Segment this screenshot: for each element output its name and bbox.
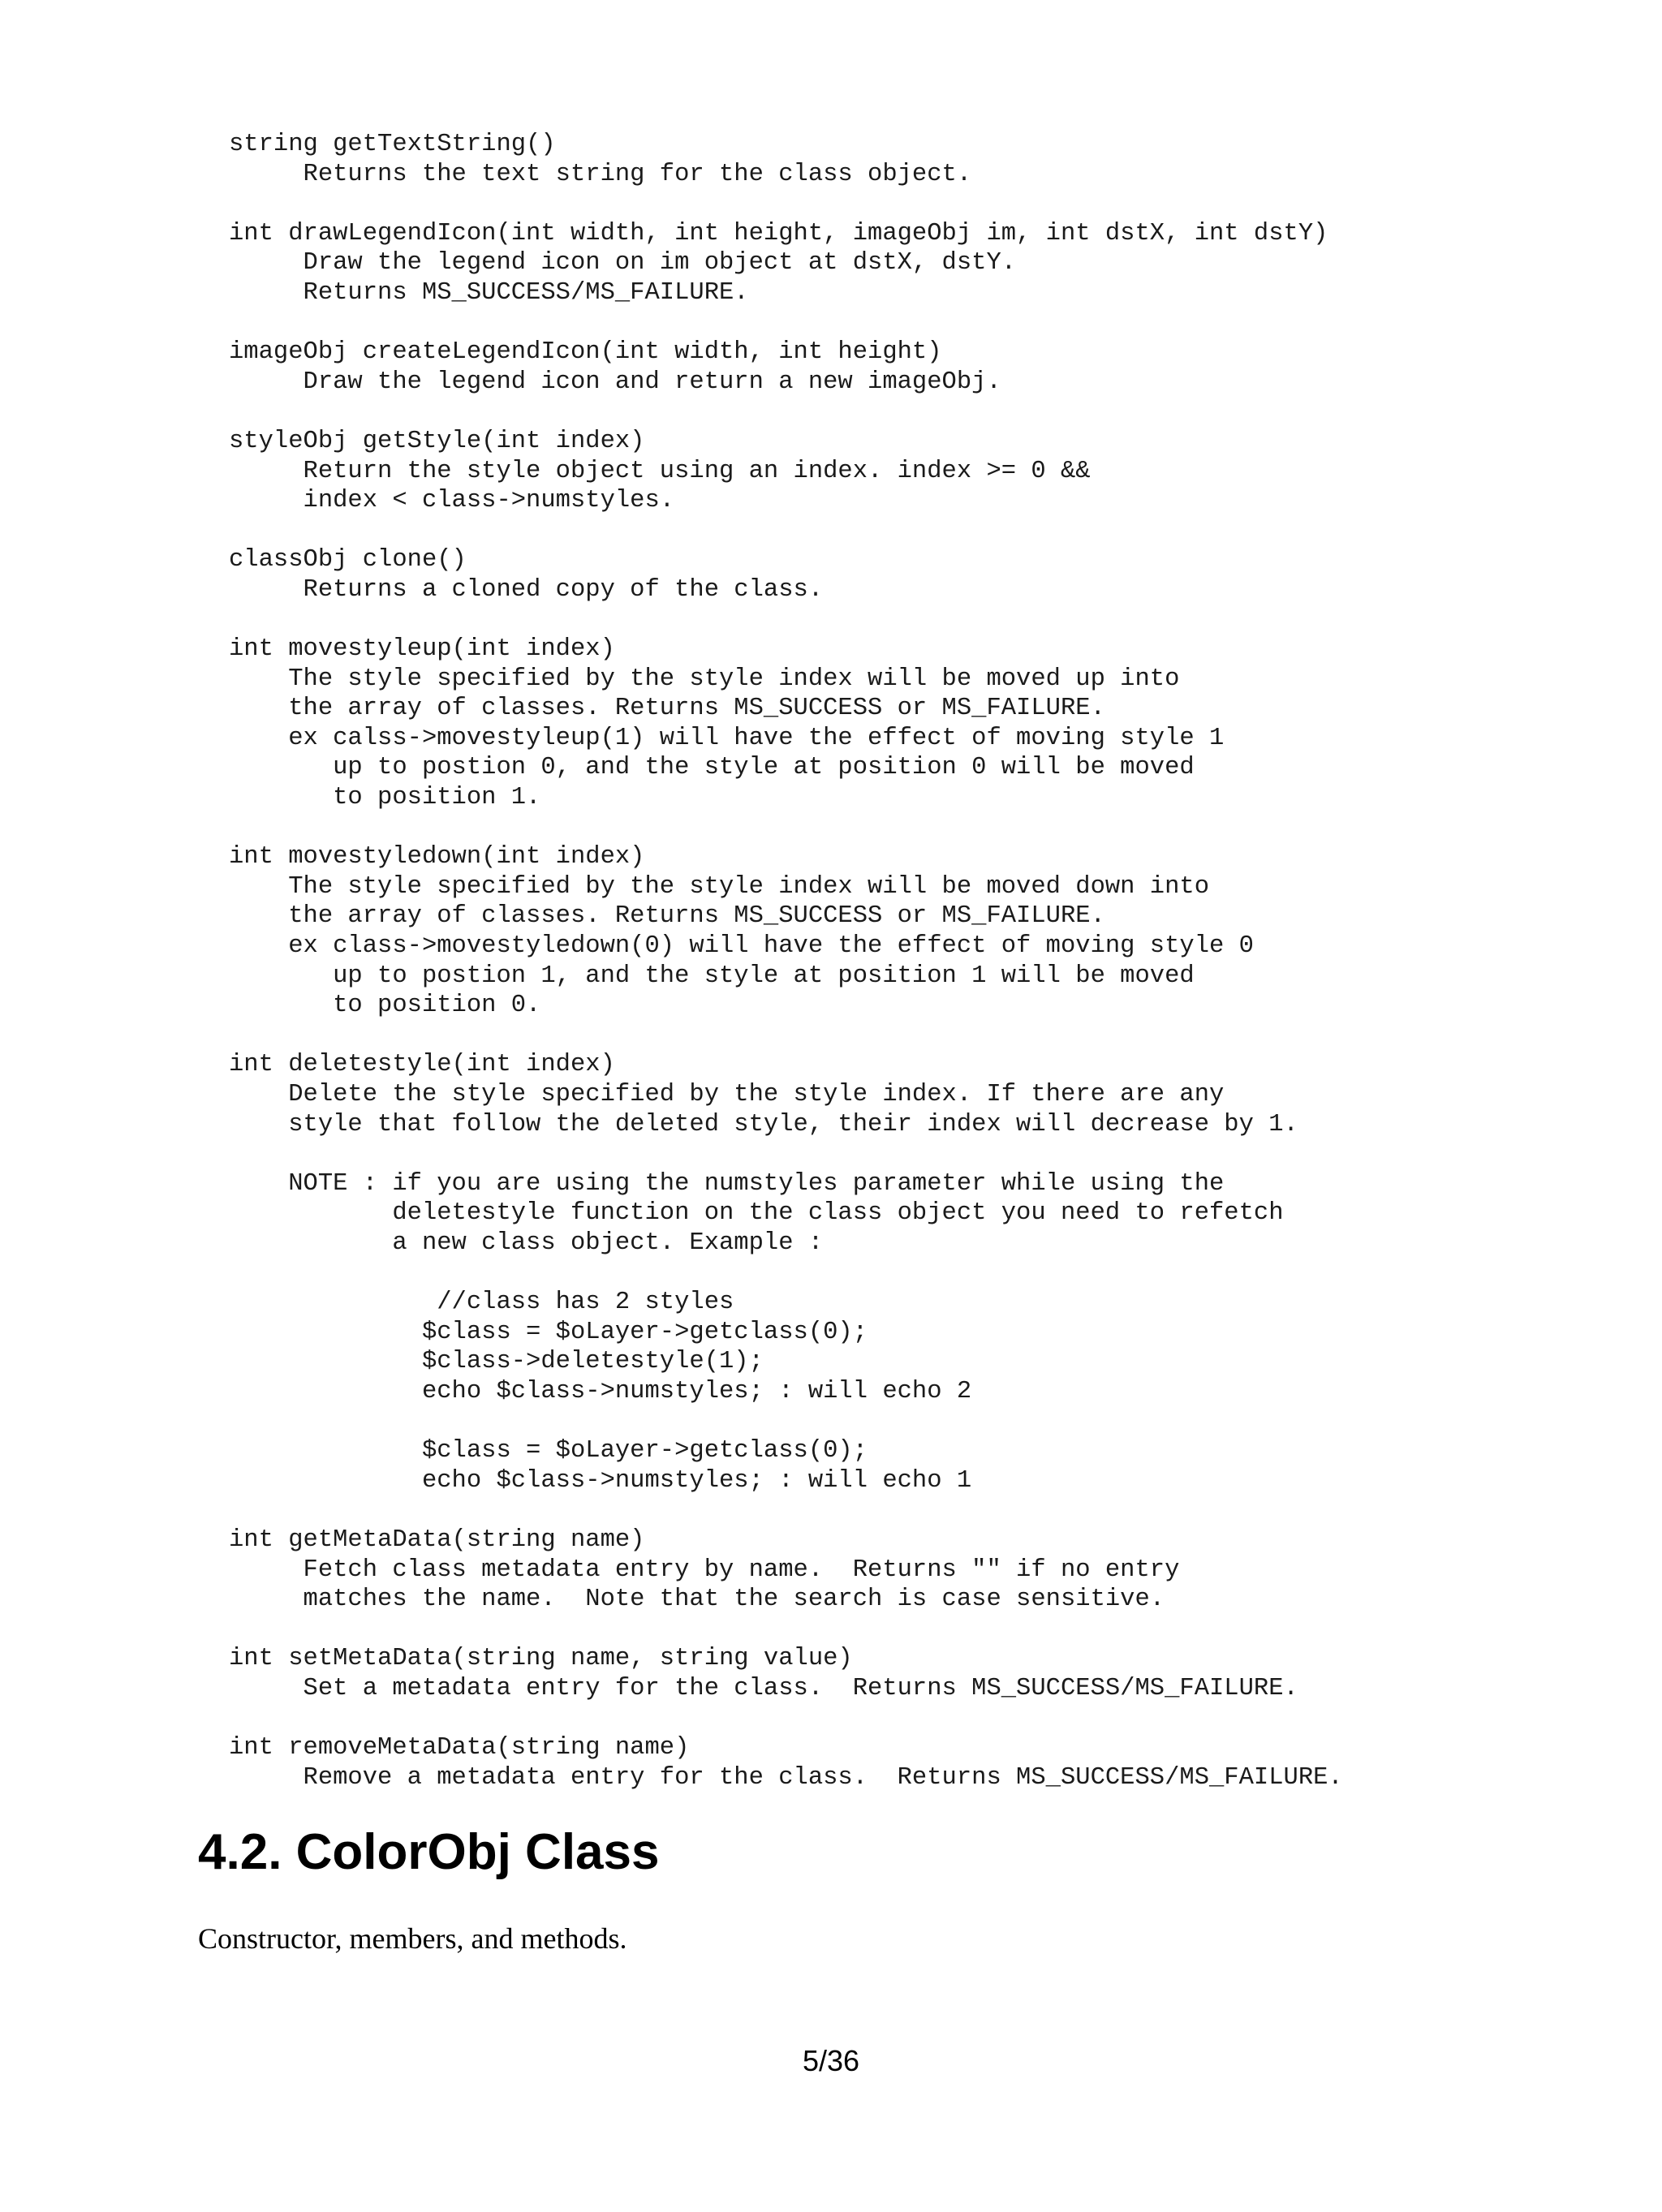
code-line: up to postion 1, and the style at position 1 will be moved [229, 962, 1195, 990]
section-heading: 4.2. ColorObj Class [198, 1824, 660, 1880]
code-line [229, 1703, 1343, 1733]
code-line: index < class->numstyles. [229, 487, 675, 515]
code-line: Returns MS_SUCCESS/MS_FAILURE. [229, 278, 749, 307]
code-line: Draw the legend icon on im object at dstX, dstY. [229, 249, 1017, 278]
code-listing [229, 130, 1343, 1792]
code-line: Delete the style specified by the style index. If there are any [229, 1081, 1225, 1108]
code-line: style that follow the deleted style, their index will decrease by 1. [229, 1110, 1298, 1138]
code-line [229, 308, 1343, 338]
code-line: int removeMetaData(string name) [229, 1734, 690, 1762]
code-line: int movestyledown(int index) [229, 843, 645, 871]
code-line: //class has 2 styles [229, 1289, 734, 1317]
code-line [229, 397, 1343, 427]
code-line: Draw the legend icon and return a new imageObj. [229, 368, 1001, 396]
code-line: up to postion 0, and the style at position 0 will be moved [229, 754, 1195, 782]
code-line: $class = $oLayer->getclass(0); [229, 1437, 868, 1465]
code-line: int setMetaData(string name, string value) [229, 1645, 853, 1673]
code-line: The style specified by the style index will be moved down into [229, 872, 1209, 901]
code-line [229, 1139, 1343, 1169]
code-line [229, 813, 1343, 843]
code-line: matches the name. Note that the search is case sensitive. [229, 1586, 1165, 1614]
code-line: ex calss->movestyleup(1) will have the effect of moving style 1 [229, 724, 1225, 752]
code-line: classObj clone() [229, 546, 467, 575]
code-line: the array of classes. Returns MS_SUCCESS or MS_FAILURE. [229, 695, 1105, 723]
code-line [229, 1021, 1343, 1051]
code-line [229, 1259, 1343, 1289]
code-line: the array of classes. Returns MS_SUCCESS or MS_FAILURE. [229, 902, 1105, 931]
code-line: echo $class->numstyles; : will echo 1 [229, 1466, 972, 1495]
code-line: Returns a cloned copy of the class. [229, 575, 824, 604]
code-line: to position 1. [229, 784, 541, 812]
code-line: string getTextString() [229, 131, 556, 158]
code-line [229, 1495, 1343, 1526]
code-line: a new class object. Example : [229, 1229, 824, 1257]
code-line: Return the style object using an index. index >= 0 && [229, 457, 1091, 485]
code-line: NOTE : if you are using the numstyles parameter while using the [229, 1169, 1225, 1198]
code-line: int movestyleup(int index) [229, 635, 615, 664]
code-line: $class = $oLayer->getclass(0); [229, 1318, 868, 1346]
code-line [229, 1615, 1343, 1645]
code-line: imageObj createLegendIcon(int width, int height) [229, 338, 942, 367]
code-line: deletestyle function on the class object you need to refetch [229, 1199, 1284, 1228]
code-line [229, 189, 1343, 219]
code-line [229, 605, 1343, 635]
code-line: ex class->movestyledown(0) will have the effect of moving style 0 [229, 932, 1254, 961]
code-line: styleObj getStyle(int index) [229, 427, 645, 455]
code-line: int getMetaData(string name) [229, 1526, 645, 1554]
code-line: The style specified by the style index will be moved up into [229, 665, 1180, 693]
code-line: Remove a metadata entry for the class. Returns MS_SUCCESS/MS_FAILURE. [229, 1763, 1343, 1792]
code-line: Returns the text string for the class object. [229, 160, 972, 188]
code-line [229, 1407, 1343, 1437]
code-line: to position 0. [229, 992, 541, 1020]
section-intro: Constructor, members, and methods. [198, 1922, 627, 1955]
page-number: 5/36 [802, 2044, 860, 2077]
code-line: int drawLegendIcon(int width, int height, imageObj im, int dstX, int dstY) [229, 219, 1328, 247]
code-line: Set a metadata entry for the class. Returns MS_SUCCESS/MS_FAILURE. [229, 1674, 1298, 1702]
code-line: echo $class->numstyles; : will echo 2 [229, 1377, 972, 1405]
code-line: $class->deletestyle(1); [229, 1348, 764, 1376]
code-line: int deletestyle(int index) [229, 1051, 615, 1079]
code-line: Fetch class metadata entry by name. Returns "" if no entry [229, 1556, 1180, 1584]
code-line [229, 516, 1343, 546]
